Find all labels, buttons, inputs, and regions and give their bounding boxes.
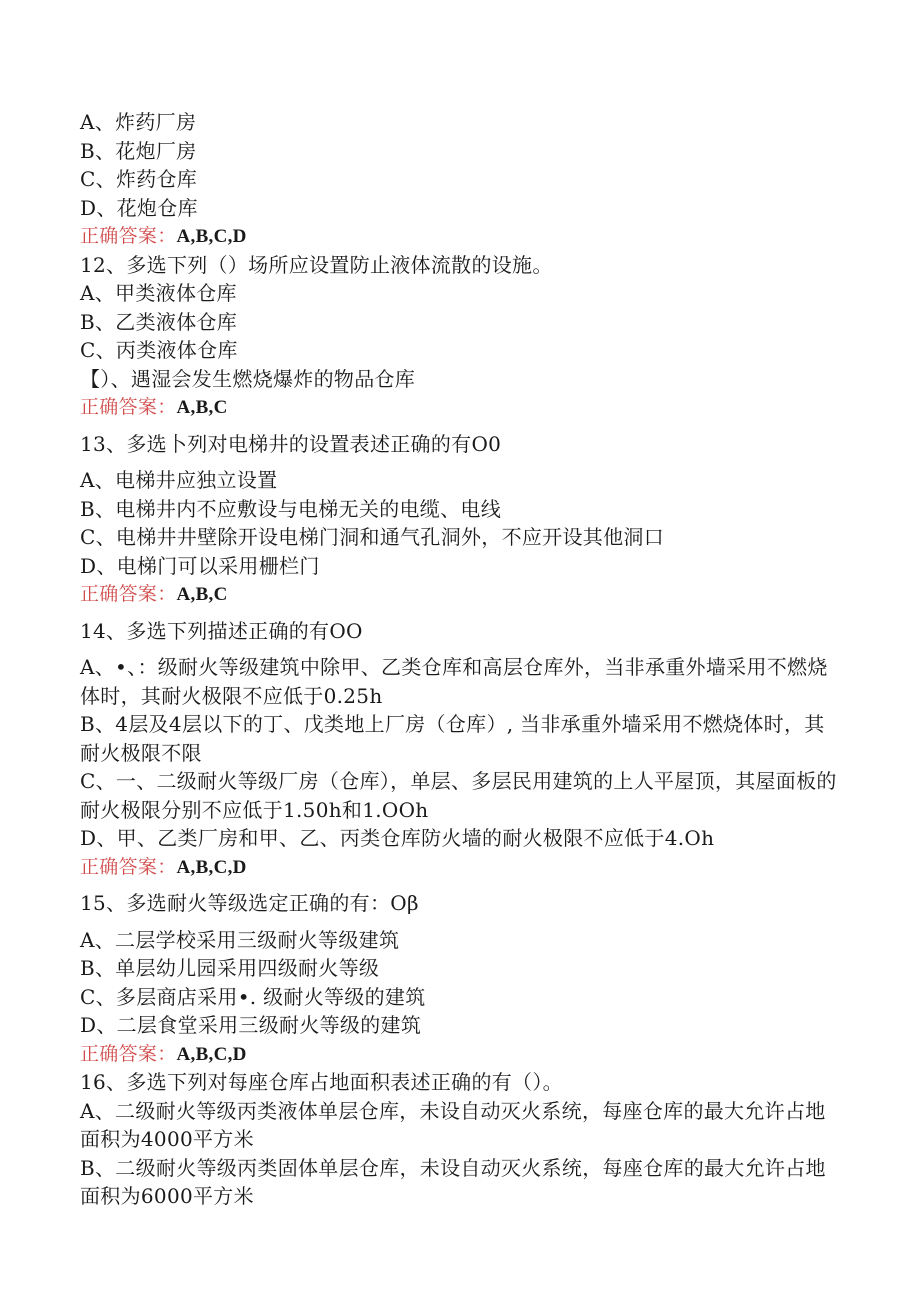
answer-value: A,B,C,D — [176, 226, 247, 247]
q11-option-a: A、炸药厂房 — [80, 110, 197, 134]
q15-option-b: B、单层幼儿园采用四级耐火等级 — [80, 956, 380, 980]
q15-stem: 15、多选耐火等级选定正确的有：Oβ — [80, 891, 419, 915]
q14-option-a: A、•、：级耐火等级建筑中除甲、乙类仓库和高层仓库外，当非承重外墙采用不燃烧体时，其耐火极限不应低于0.25h — [80, 655, 828, 708]
answer-label: 正确答案： — [80, 225, 177, 247]
q13-option-a: A、电梯井应独立设置 — [80, 468, 278, 492]
q14-option-b: B、4层及4层以下的丁、戊类地上厂房（仓库）, 当非承重外墙采用不燃烧体时，其耐火极限不限 — [80, 712, 825, 765]
answer-value: A,B,C,D — [176, 1043, 247, 1065]
q12-option-d: 【）、遇湿会发生燃烧爆炸的物品仓库 — [80, 366, 416, 391]
q13-option-d: D、电梯门可以采用栅栏门 — [80, 553, 320, 578]
q14-stem: 14、多选下列描述正确的有OO — [80, 618, 363, 643]
q14-option-d: D、甲、乙类厂房和甲、乙、丙类仓库防火墙的耐火极限不应低于4.Oh — [80, 826, 715, 850]
q11-answer — [80, 222, 840, 251]
q16-stem: 16、多选下列对每座仓库占地面积表述正确的有（）。 — [80, 1070, 563, 1094]
q15-option-a: A、二层学校采用三级耐火等级建筑 — [80, 927, 400, 952]
q14-answer — [80, 853, 840, 882]
answer-label: 正确答案： — [80, 855, 177, 878]
q11-option-c: C、炸药仓库 — [80, 167, 198, 191]
q12-option-b: B、乙类液体仓库 — [80, 309, 238, 334]
q16-option-b: B、二级耐火等级丙类固体单层仓库，未设自动灭火系统，每座仓库的最大允许占地面积为6000平方米 — [80, 1155, 826, 1208]
q13-option-b: B、电梯井内不应敷设与电梯无关的电缆、电线 — [80, 496, 501, 521]
q12-option-c: C、丙类液体仓库 — [80, 338, 238, 362]
q15-option-c: C、多层商店采用•. 级耐火等级的建筑 — [80, 984, 426, 1009]
q15-option-d: D、二层食堂采用三级耐火等级的建筑 — [80, 1013, 422, 1037]
q13-stem: 13、多选卜列对电梯井的设置表述正确的有O0 — [80, 431, 502, 456]
q12-option-a: A、甲类液体仓库 — [80, 281, 237, 305]
answer-value: A,B,C,D — [176, 856, 247, 878]
q13-answer — [80, 580, 840, 609]
q13-option-c: C、电梯井井壁除开设电梯门洞和通气孔洞外，不应开设其他洞口 — [80, 525, 665, 549]
answer-label: 正确答案： — [80, 1042, 177, 1065]
document-page — [80, 108, 840, 1211]
q12-answer — [80, 393, 840, 422]
answer-value: A,B,C — [176, 584, 228, 605]
q16-option-a: A、二级耐火等级丙类液体单层仓库，未设自动灭火系统，每座仓库的最大允许占地面积为4000平方米 — [80, 1098, 826, 1151]
answer-value: A,B,C — [176, 397, 228, 418]
q11-option-b: B、花炮厂房 — [80, 138, 197, 163]
answer-label: 正确答案： — [80, 396, 177, 418]
q15-answer — [80, 1040, 840, 1069]
q11-option-d: D、花炮仓库 — [80, 195, 198, 220]
q14-option-c: C、一、二级耐火等级厂房（仓库），单层、多层民用建筑的上人平屋顶，其屋面板的耐火极限分别不应低于1.50h和1.OOh — [80, 769, 837, 822]
q12-stem: 12、多选下列（）场所应设置防止液体流散的设施。 — [80, 252, 553, 277]
answer-label: 正确答案： — [80, 583, 177, 605]
